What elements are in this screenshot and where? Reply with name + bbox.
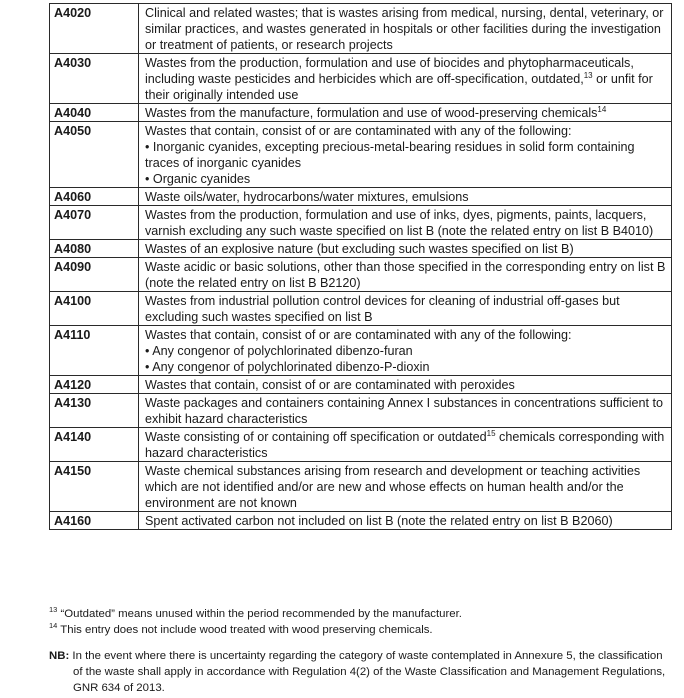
nb-label: NB:	[49, 650, 70, 662]
waste-code: A4100	[50, 292, 139, 326]
table-row	[50, 292, 672, 326]
line-text: Waste packages and containers containing Annex I substances in concentrations sufficient to	[145, 396, 664, 410]
line-text: hazard characteristics	[145, 446, 268, 460]
description-line	[145, 139, 667, 155]
description-line	[145, 5, 667, 21]
description-line	[145, 343, 667, 359]
description-line	[145, 359, 667, 375]
footnote-ref: 15	[486, 428, 496, 438]
line-text: Clinical and related wastes; that is wastes arising from medical, nursing, dental, veterinary, or	[145, 6, 664, 20]
table-row	[50, 258, 672, 292]
description-line	[145, 207, 667, 223]
description-line	[145, 189, 667, 205]
waste-code: A4120	[50, 376, 139, 394]
description-line	[145, 445, 667, 461]
line-text: Wastes from the production, formulation and use of inks, dyes, pigments, paints, lacquers,	[145, 208, 647, 222]
nb-note	[49, 648, 679, 696]
nb-text: In the event where there is uncertainty regarding the category of waste contemplated in Annexure 5, the classification	[69, 650, 663, 662]
description-line	[145, 275, 667, 291]
nb-first-line	[49, 648, 679, 664]
line-text: their originally intended use	[145, 88, 299, 102]
waste-code: A4150	[50, 462, 139, 512]
line-text: Waste chemical substances arising from research and development or teaching activities	[145, 464, 641, 478]
table-row	[50, 54, 672, 104]
waste-description	[139, 394, 672, 428]
line-text: • Any congenor of polychlorinated dibenzo-furan	[145, 344, 413, 358]
description-line	[145, 223, 667, 239]
description-line	[145, 327, 667, 343]
waste-description	[139, 104, 672, 122]
line-text: varnish excluding any such waste specified on list B (note the related entry on list B B4010)	[145, 224, 654, 238]
description-line	[145, 21, 667, 37]
line-text: Wastes of an explosive nature (but excluding such wastes specified on list B)	[145, 242, 574, 256]
footnote-text: “Outdated” means unused within the period recommended by the manufacturer.	[57, 608, 462, 620]
line-text: Waste consisting of or containing off specification or outdated	[145, 430, 487, 444]
waste-description	[139, 428, 672, 462]
line-text: excluding such wastes specified on list B	[145, 310, 373, 324]
table-body	[50, 4, 672, 530]
description-line	[145, 55, 667, 71]
waste-description	[139, 326, 672, 376]
description-line	[145, 309, 667, 325]
line-text: which are not identified and/or are new and whose effects on human health and/or the	[145, 480, 624, 494]
description-line	[145, 259, 667, 275]
table-row	[50, 462, 672, 512]
waste-description	[139, 4, 672, 54]
line-text-after: chemicals corresponding with	[495, 430, 665, 444]
line-text: Waste oils/water, hydrocarbons/water mixtures, emulsions	[145, 190, 469, 204]
waste-code: A4160	[50, 512, 139, 530]
description-line	[145, 293, 667, 309]
line-text: Spent activated carbon not included on list B (note the related entry on list B B2060)	[145, 514, 613, 528]
table-row	[50, 512, 672, 530]
line-text: Wastes from industrial pollution control devices for cleaning of industrial off-gases but	[145, 294, 620, 308]
footnote	[49, 606, 679, 622]
waste-code: A4090	[50, 258, 139, 292]
line-text: including waste pesticides and herbicides which are off-specification, outdated,	[145, 72, 584, 86]
waste-description	[139, 376, 672, 394]
description-line	[145, 155, 667, 171]
waste-code: A4020	[50, 4, 139, 54]
nb-line: GNR 634 of 2013.	[73, 682, 165, 694]
description-line	[145, 87, 667, 103]
waste-code: A4080	[50, 240, 139, 258]
nb-line: of the waste shall apply in accordance with Regulation 4(2) of the Waste Classification and Management Regulations,	[73, 666, 666, 678]
line-text: environment are not known	[145, 496, 297, 510]
waste-description	[139, 258, 672, 292]
waste-description	[139, 206, 672, 240]
line-text: • Organic cyanides	[145, 172, 251, 186]
description-line	[145, 463, 667, 479]
waste-category-table	[49, 3, 672, 530]
waste-code: A4050	[50, 122, 139, 188]
table-row	[50, 394, 672, 428]
description-line	[145, 377, 667, 393]
line-text: • Inorganic cyanides, excepting precious-metal-bearing residues in solid form containing	[145, 140, 635, 154]
table-row	[50, 428, 672, 462]
line-text: Wastes from the production, formulation and use of biocides and phytopharmaceuticals,	[145, 56, 634, 70]
table-row	[50, 376, 672, 394]
footnote	[49, 622, 679, 638]
description-line	[145, 105, 667, 121]
line-text: Wastes that contain, consist of or are contaminated with peroxides	[145, 378, 515, 392]
footnote-number: 13	[49, 605, 58, 615]
description-line	[145, 37, 667, 53]
footnote-text: This entry does not include wood treated with wood preserving chemicals.	[57, 624, 433, 636]
waste-description	[139, 240, 672, 258]
line-text: similar practices, and wastes generated in hospitals or other facilities during the investigation	[145, 22, 661, 36]
waste-description	[139, 54, 672, 104]
waste-code: A4110	[50, 326, 139, 376]
line-text: • Any congenor of polychlorinated dibenzo-P-dioxin	[145, 360, 430, 374]
description-line	[145, 395, 667, 411]
waste-code: A4040	[50, 104, 139, 122]
line-text: Wastes that contain, consist of or are contaminated with any of the following:	[145, 328, 572, 342]
footnote-ref: 14	[597, 104, 607, 114]
waste-description	[139, 292, 672, 326]
line-text: Wastes that contain, consist of or are contaminated with any of the following:	[145, 124, 572, 138]
waste-description	[139, 122, 672, 188]
table-row	[50, 326, 672, 376]
table-row	[50, 206, 672, 240]
waste-code: A4130	[50, 394, 139, 428]
waste-code: A4070	[50, 206, 139, 240]
waste-code: A4060	[50, 188, 139, 206]
line-text: or treatment of patients, or research projects	[145, 38, 393, 52]
table-row	[50, 188, 672, 206]
description-line	[145, 429, 667, 445]
line-text-after: or unfit for	[592, 72, 653, 86]
table-row	[50, 240, 672, 258]
description-line	[145, 513, 667, 529]
waste-code: A4140	[50, 428, 139, 462]
line-text: traces of inorganic cyanides	[145, 156, 302, 170]
footnote-ref: 13	[583, 70, 593, 80]
line-text: (note the related entry on list B B2120)	[145, 276, 361, 290]
table-row	[50, 104, 672, 122]
line-text: Wastes from the manufacture, formulation and use of wood-preserving chemicals	[145, 106, 598, 120]
footnotes	[49, 606, 679, 638]
description-line	[145, 71, 667, 87]
table-row	[50, 4, 672, 54]
description-line	[145, 479, 667, 495]
table-row	[50, 122, 672, 188]
description-line	[145, 411, 667, 427]
description-line	[145, 495, 667, 511]
waste-description	[139, 462, 672, 512]
line-text: exhibit hazard characteristics	[145, 412, 308, 426]
waste-description	[139, 512, 672, 530]
description-line	[145, 171, 667, 187]
description-line	[145, 123, 667, 139]
waste-code: A4030	[50, 54, 139, 104]
description-line	[145, 241, 667, 257]
waste-description	[139, 188, 672, 206]
footnote-number: 14	[49, 621, 58, 631]
line-text: Waste acidic or basic solutions, other than those specified in the corresponding entry on list B	[145, 260, 666, 274]
